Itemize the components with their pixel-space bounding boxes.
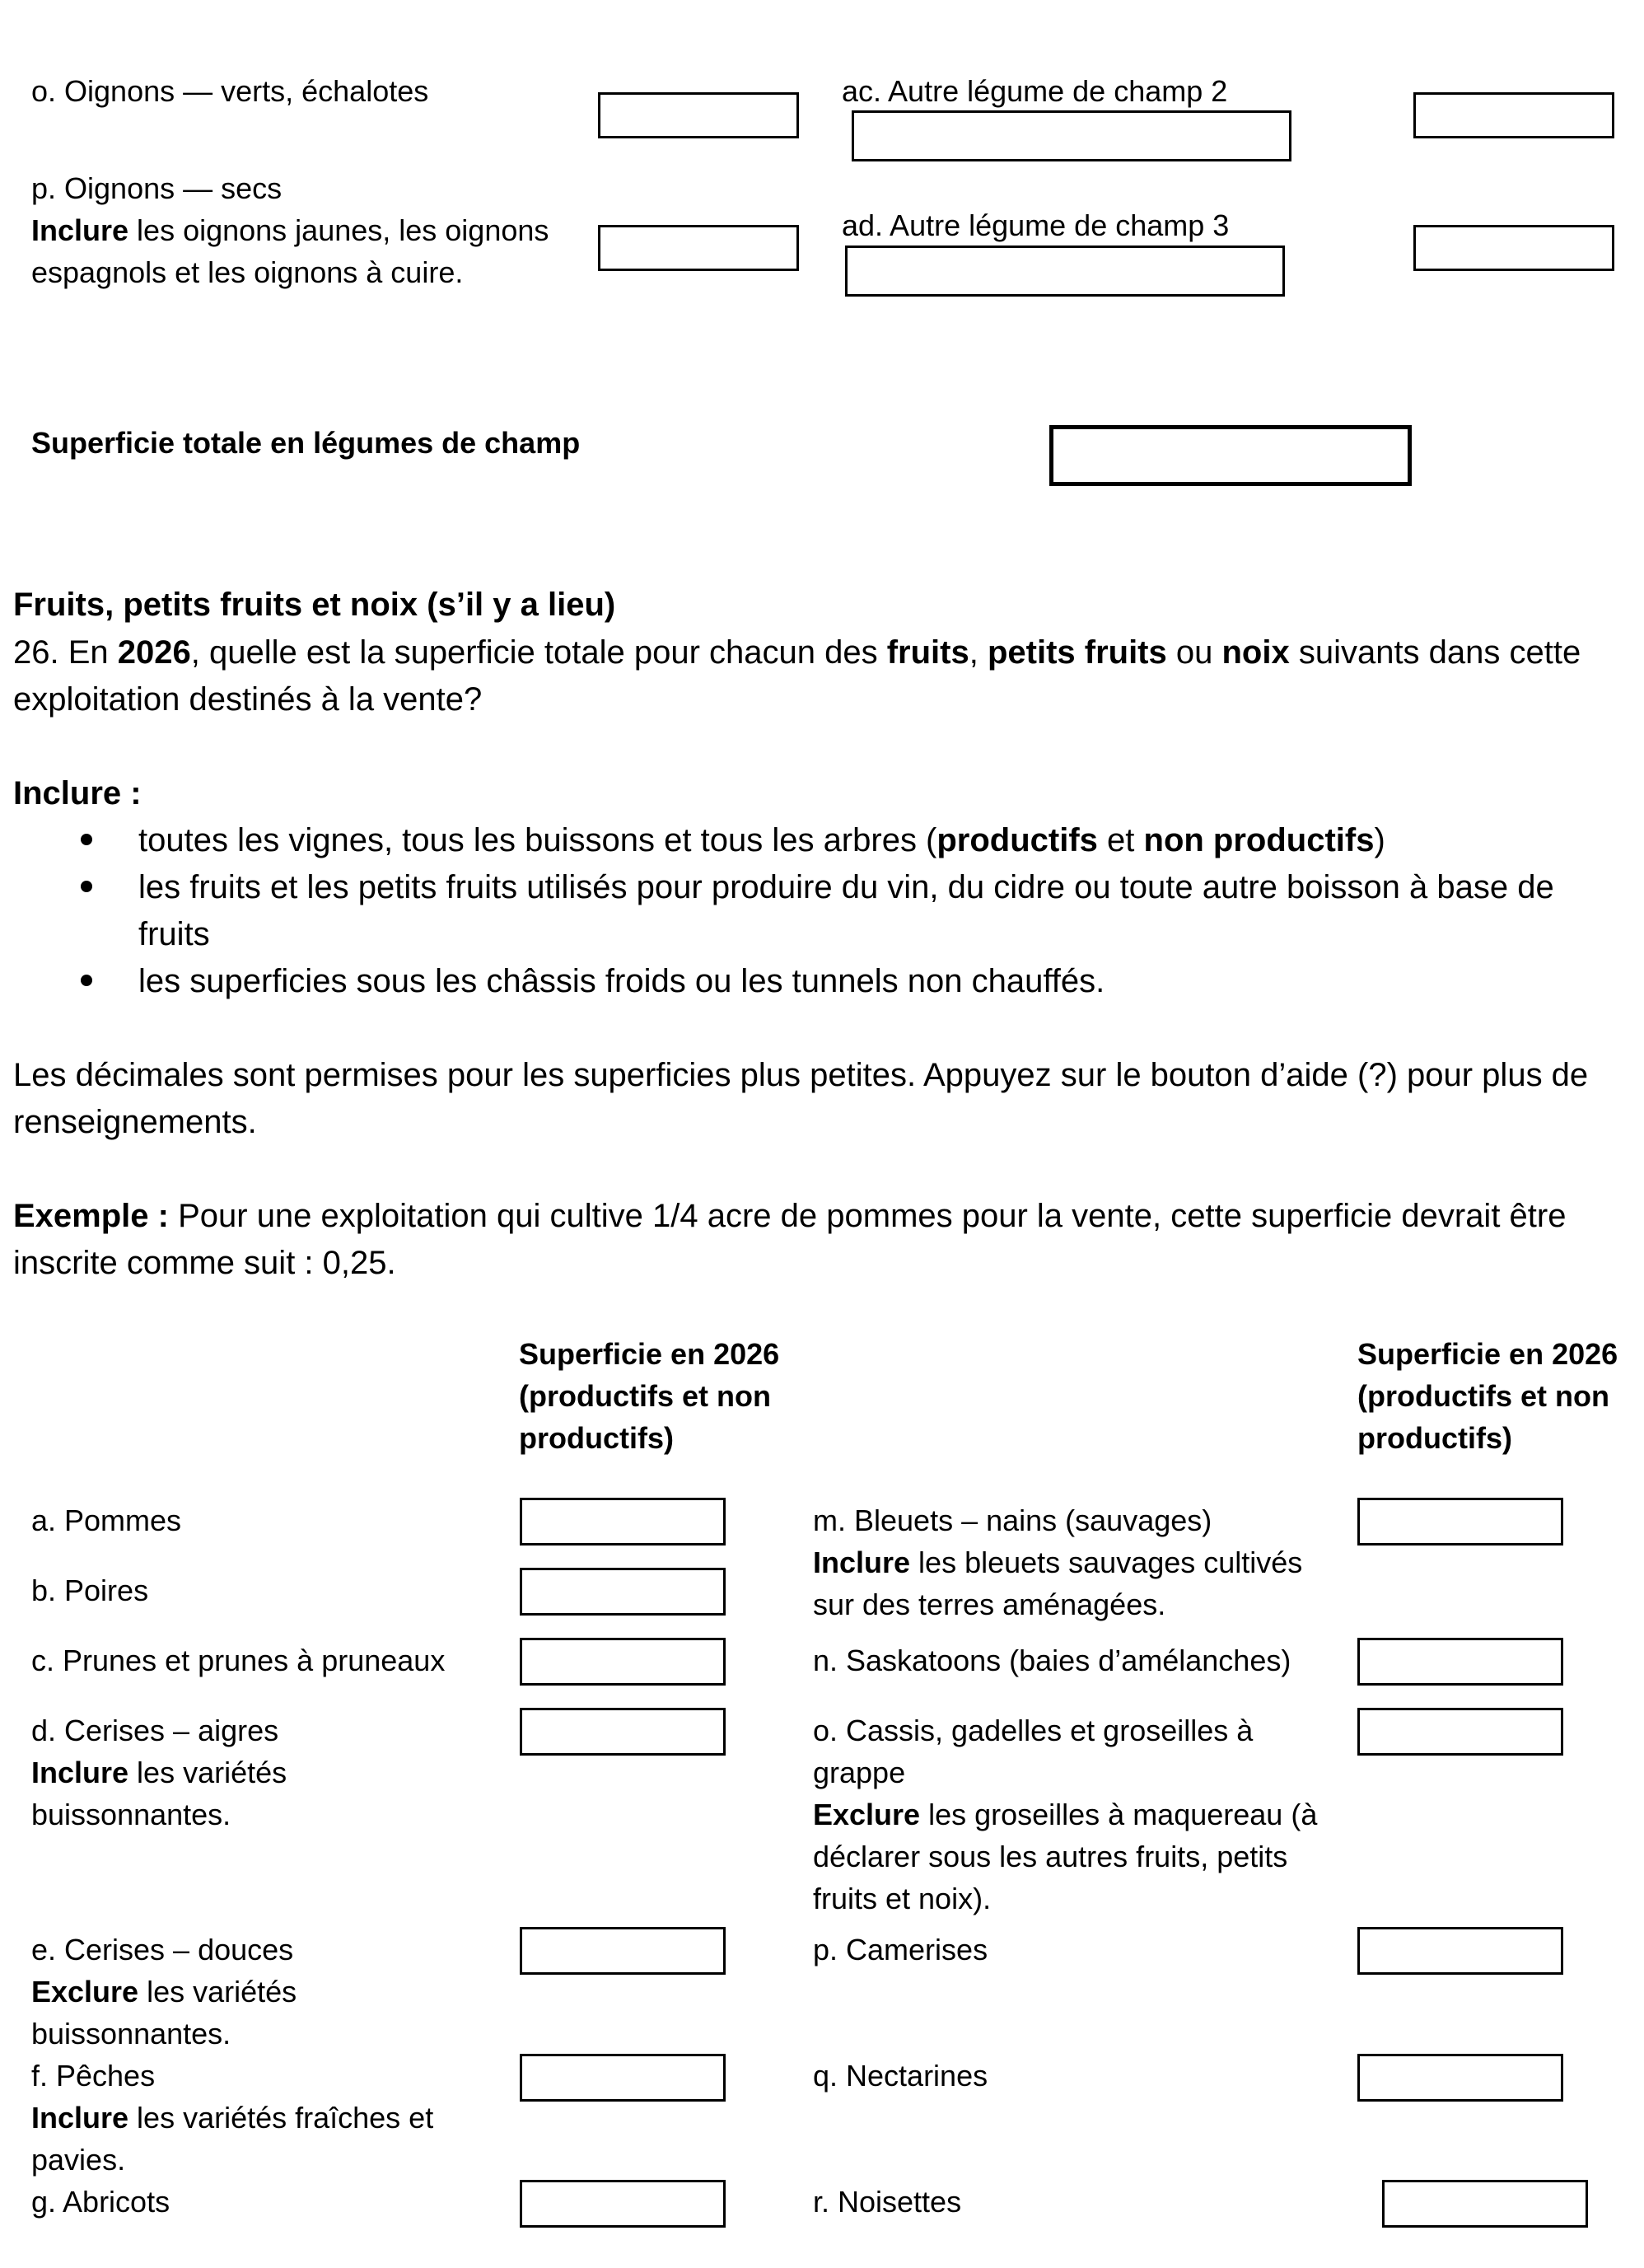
input-m-lowbush-blueberries[interactable] [1357, 1498, 1563, 1546]
include-keyword: Inclure [31, 2101, 129, 2135]
item-d-sour-cherries [31, 1709, 377, 1835]
input-a-apples[interactable] [520, 1498, 726, 1546]
include-keyword: Inclure [31, 1756, 129, 1789]
item-o-note [813, 1793, 1324, 1920]
bullet1-productive: productifs [936, 822, 1098, 858]
item-ac-other-veg-2-label: ac. Autre légume de champ 2 [842, 74, 1228, 108]
include-keyword: Inclure [813, 1546, 911, 1579]
input-b-pears[interactable] [520, 1568, 726, 1616]
item-e-label: e. Cerises – douces [31, 1933, 294, 1966]
item-q-nectarines-label: q. Nectarines [813, 2059, 988, 2093]
total-field-veg-label: Superficie totale en légumes de champ [31, 426, 581, 460]
item-a-apples-label: a. Pommes [31, 1503, 182, 1537]
bullet3-text: les superficies sous les châssis froids ou les tunnels non chauffés. [138, 963, 1105, 999]
item-g-apricots-label: g. Abricots [31, 2185, 170, 2219]
item-d-label: d. Cerises – aigres [31, 1714, 279, 1747]
column-header-left: Superficie en 2026 (productifs et non productifs) [519, 1337, 780, 1455]
item-o-note-text: les groseilles à maquereau (à déclarer sous les autres fruits, petits fruits et noix). [813, 1798, 1318, 1915]
q-nuts: noix [1221, 634, 1290, 671]
exclude-keyword: Exclure [813, 1798, 921, 1831]
q-text-3: , [969, 634, 988, 671]
q-text-1: 26. En [13, 634, 118, 671]
bullet1-text-3: ) [1374, 822, 1385, 858]
bullet-dot [81, 975, 92, 986]
include-heading: Inclure : [13, 775, 142, 811]
input-d-sour-cherries[interactable] [520, 1708, 726, 1756]
input-ad-other-veg-3-name[interactable] [845, 246, 1285, 297]
input-p-onions-dry[interactable] [598, 225, 799, 271]
item-f-peaches [31, 2055, 493, 2181]
include-bullet-2 [138, 864, 1621, 958]
include-keyword: Inclure [31, 213, 129, 247]
item-m-lowbush-blueberries [813, 1499, 1340, 1625]
item-m-note [813, 1541, 1340, 1625]
input-q-nectarines[interactable] [1357, 2054, 1563, 2102]
include-bullet-3 [138, 958, 1621, 1005]
item-p-onions-dry-note [31, 209, 558, 293]
q-berries: petits fruits [987, 634, 1167, 671]
item-r-hazelnuts-label: r. Noisettes [813, 2185, 962, 2219]
q-text-2: , quelle est la superficie totale pour chacun des [190, 634, 887, 671]
item-p-onions-dry-label: p. Oignons — secs [31, 171, 283, 205]
item-o-currants [813, 1709, 1324, 1920]
input-e-sweet-cherries[interactable] [520, 1927, 726, 1975]
total-field-veg-output [1049, 425, 1412, 486]
column-header-right: Superficie en 2026 (productifs et non productifs) [1357, 1337, 1618, 1455]
bullet-dot [81, 834, 92, 845]
question-26 [13, 629, 1628, 723]
item-o-label: o. Cassis, gadelles et groseilles à grappe [813, 1714, 1254, 1789]
example-text: Pour une exploitation qui cultive 1/4 acre de pommes pour la vente, cette superficie devrait être inscrite comme suit : 0,25. [13, 1198, 1567, 1281]
item-m-label: m. Bleuets – nains (sauvages) [813, 1503, 1212, 1537]
q-text-4: ou [1166, 634, 1222, 671]
item-n-saskatoons-label: n. Saskatoons (baies d’amélanches) [813, 1644, 1291, 1677]
item-p-note-text: les oignons jaunes, les oignons espagnols et les oignons à cuire. [31, 213, 549, 289]
item-f-note-text: les variétés fraîches et pavies. [31, 2101, 434, 2177]
item-b-pears-label: b. Poires [31, 1574, 149, 1607]
item-ad-other-veg-3-label: ad. Autre légume de champ 3 [842, 208, 1230, 242]
bullet1-text-2: et [1097, 822, 1144, 858]
decimals-note: Les décimales sont permises pour les superficies plus petites. Appuyez sur le bouton d’aide (?) pour plus de renseignements. [13, 1057, 1589, 1140]
include-bullet-1 [138, 817, 1621, 864]
bullet1-text-1: toutes les vignes, tous les buissons et tous les arbres ( [138, 822, 937, 858]
include-list [138, 817, 1621, 1005]
item-f-note [31, 2097, 493, 2181]
item-e-note [31, 1971, 377, 2055]
item-f-label: f. Pêches [31, 2059, 156, 2093]
bullet-dot [81, 881, 92, 892]
input-o-currants[interactable] [1357, 1708, 1563, 1756]
item-m-note-text: les bleuets sauvages cultivés sur des terres aménagées. [813, 1546, 1303, 1621]
q-text-5: suivants dans cette exploitation destinés à la vente? [13, 634, 1581, 718]
item-e-sweet-cherries [31, 1929, 377, 2055]
q-year: 2026 [117, 634, 191, 671]
input-o-onions-green[interactable] [598, 92, 799, 138]
section-heading-fruits: Fruits, petits fruits et noix (s’il y a lieu) [13, 587, 616, 623]
input-g-apricots[interactable] [520, 2180, 726, 2228]
bullet2-text: les fruits et les petits fruits utilisés pour produire du vin, du cidre ou toute autre boisson à base de fruits [138, 869, 1554, 952]
item-o-onions-green-label: o. Oignons — verts, échalotes [31, 74, 429, 108]
input-p-haskaps[interactable] [1357, 1927, 1563, 1975]
example-note [13, 1193, 1628, 1287]
item-p-haskaps-label: p. Camerises [813, 1933, 988, 1966]
exclude-keyword: Exclure [31, 1975, 139, 2008]
item-e-note-text: les variétés buissonnantes. [31, 1975, 297, 2051]
bullet1-non-productive: non productifs [1143, 822, 1375, 858]
input-ac-other-veg-2-area[interactable] [1413, 92, 1614, 138]
item-d-note [31, 1751, 377, 1835]
example-keyword: Exemple : [13, 1198, 169, 1234]
item-p-onions-dry [31, 167, 558, 293]
input-c-plums[interactable] [520, 1638, 726, 1686]
input-ac-other-veg-2-name[interactable] [852, 110, 1291, 161]
q-fruits: fruits [886, 634, 969, 671]
input-ad-other-veg-3-area[interactable] [1413, 225, 1614, 271]
input-r-hazelnuts[interactable] [1382, 2180, 1588, 2228]
item-c-plums-label: c. Prunes et prunes à pruneaux [31, 1644, 446, 1677]
item-d-note-text: les variétés buissonnantes. [31, 1756, 287, 1831]
input-n-saskatoons[interactable] [1357, 1638, 1563, 1686]
input-f-peaches[interactable] [520, 2054, 726, 2102]
